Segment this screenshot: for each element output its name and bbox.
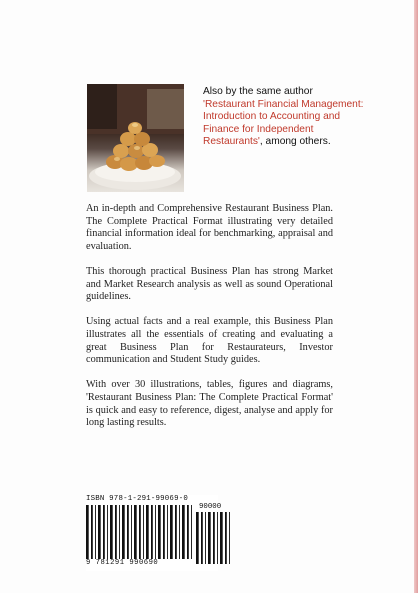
addon-barcode-bars xyxy=(196,512,232,566)
blurb xyxy=(86,203,333,442)
blurb-paragraph-4: With over 30 illustrations, tables, figures and diagrams, 'Restaurant Business Plan: The Complete Practical Format' is quick and easy to reference, digest, analyse and apply for long lasting results. xyxy=(86,379,333,429)
other-book-title: 'Restaurant Financial Management: Introduction to Accounting and Finance for Independent Restaurants' xyxy=(203,98,364,148)
isbn-digits: 9 781291 990690 xyxy=(86,559,159,567)
also-by-label: Also by the same author xyxy=(203,86,313,97)
also-by-tail: , among others. xyxy=(259,136,331,148)
blurb-paragraph-1: An in-depth and Comprehensive Restaurant Business Plan. The Complete Practical Format illustrating very detailed financial information ideal for benchmarking, appraisal and evaluation. xyxy=(86,203,333,252)
blurb-paragraph-2: This thorough practical Business Plan has strong Market and Market Research analysis as well as sound Operational guidelines. xyxy=(86,265,333,303)
isbn-label: ISBN 978-1-291-99069-0 xyxy=(86,495,188,503)
pastry-photo xyxy=(87,84,184,192)
spine-edge xyxy=(414,0,418,593)
blurb-paragraph-3: Using actual facts and a real example, this Business Plan illustrates all the essentials of creating and evaluating a great Business Plan for Restaurateurs, Investor communication and Student Study guides. xyxy=(86,316,333,366)
barcode-bars xyxy=(86,505,194,561)
addon-price-code: 90000 xyxy=(199,503,222,511)
also-by-author-note xyxy=(203,86,373,149)
